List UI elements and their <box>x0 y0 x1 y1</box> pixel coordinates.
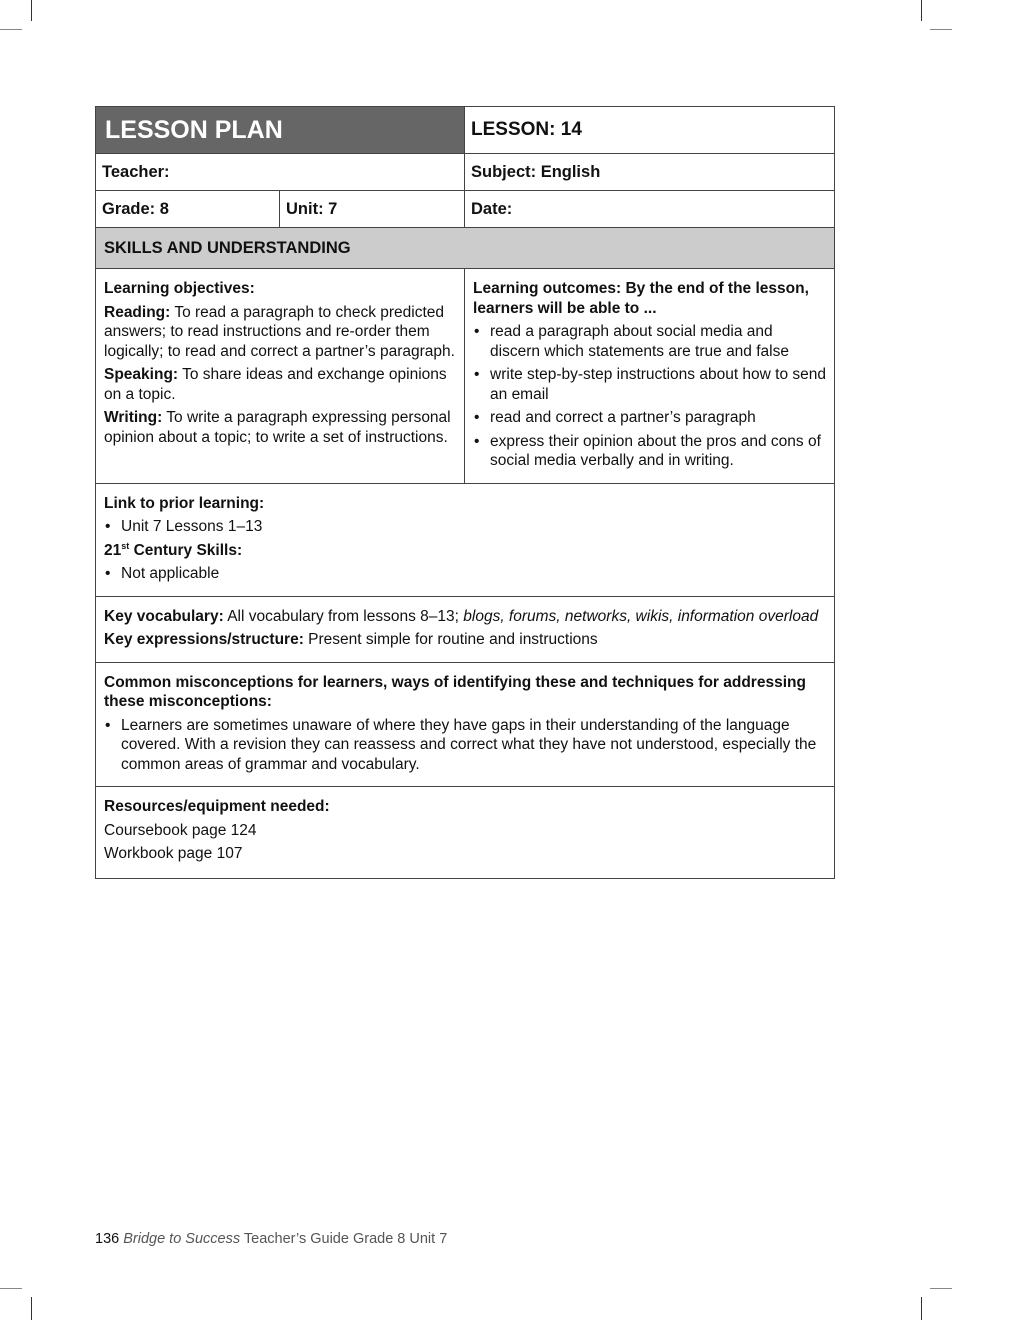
crop-mark <box>930 29 952 30</box>
lesson-plan-title: LESSON PLAN <box>96 107 465 154</box>
date-field: Date: <box>465 191 835 228</box>
outcomes-heading: Learning outcomes: By the end of the lesson, learners will be able to ... <box>473 280 809 317</box>
list-item: • express their opinion about the pros and cons of social media verbally and in writing. <box>473 432 826 471</box>
crop-mark <box>0 29 22 30</box>
lesson-number: LESSON: 14 <box>465 107 835 154</box>
list-item: • Learners are sometimes unaware of where they have gaps in their understanding of the language covered. With a revision they can reassess and correct what they have not understood, especially the common areas of grammar and vocabulary. <box>104 716 826 775</box>
crop-mark <box>921 0 922 21</box>
learning-objectives <box>96 269 465 484</box>
century-skills-heading: 21st Century Skills: <box>104 540 243 559</box>
prior-learning-section <box>96 483 835 596</box>
objective-speaking: Speaking: To share ideas and exchange opinions on a topic. <box>104 366 447 403</box>
page-number: 136 <box>95 1231 120 1247</box>
resource-item: Workbook page 107 <box>104 845 243 862</box>
book-title: Bridge to Success <box>123 1231 241 1247</box>
list-item: • write step-by-step instructions about how to send an email <box>473 365 826 404</box>
resources-heading: Resources/equipment needed: <box>104 798 330 815</box>
outcomes-list <box>473 322 826 471</box>
key-vocabulary: Key vocabulary: All vocabulary from lessons 8–13; blogs, forums, networks, wikis, information overload <box>104 607 819 625</box>
learning-outcomes <box>465 269 835 484</box>
prior-learning-heading: Link to prior learning: <box>104 494 265 512</box>
misconceptions-section <box>96 662 835 787</box>
list-item: • read a paragraph about social media and discern which statements are true and false <box>473 322 826 361</box>
page-footer: 136 Bridge to Success Teacher’s Guide Grade 8 Unit 7 <box>95 1231 448 1247</box>
list-item: • Unit 7 Lessons 1–13 <box>104 517 826 537</box>
resource-item: Coursebook page 124 <box>104 821 257 839</box>
skills-section-heading: SKILLS AND UNDERSTANDING <box>96 228 835 269</box>
resources-section <box>96 787 835 879</box>
subject-field: Subject: English <box>465 154 835 191</box>
misconceptions-heading: Common misconceptions for learners, ways of identifying these and techniques for addressing these misconceptions: <box>104 673 806 710</box>
crop-mark <box>31 0 32 21</box>
lesson-plan-table <box>95 106 835 879</box>
vocabulary-section <box>96 596 835 662</box>
objective-reading: Reading: To read a paragraph to check predicted answers; to read instructions and re-order them logically; to read and correct a partner’s paragraph. <box>104 303 455 360</box>
crop-mark <box>930 1288 952 1289</box>
key-expressions: Key expressions/structure: Present simple for routine and instructions <box>104 631 598 648</box>
unit-field: Unit: 7 <box>280 191 465 228</box>
teacher-field: Teacher: <box>96 154 465 191</box>
crop-mark <box>31 1297 32 1320</box>
objective-writing: Writing: To write a paragraph expressing personal opinion about a topic; to write a set of instructions. <box>104 409 451 446</box>
list-item: • read and correct a partner’s paragraph <box>473 408 826 428</box>
objectives-heading: Learning objectives: <box>104 280 255 297</box>
grade-field: Grade: 8 <box>96 191 280 228</box>
list-item: • Not applicable <box>104 564 826 584</box>
crop-mark <box>0 1288 22 1289</box>
crop-mark <box>921 1297 922 1320</box>
